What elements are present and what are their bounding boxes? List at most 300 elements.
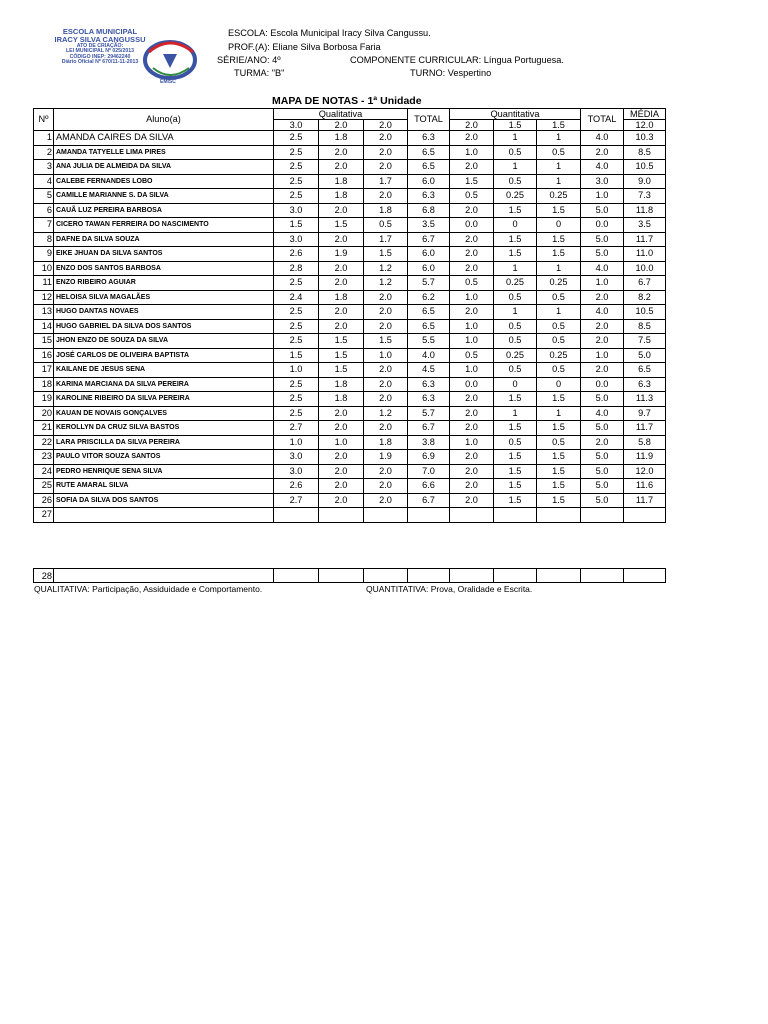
student-name: HUGO DANTAS NOVAES <box>54 305 274 320</box>
average-max: 12.0 <box>624 120 666 131</box>
quant-grade-1: 2.0 <box>450 450 494 465</box>
row-number: 13 <box>34 305 54 320</box>
qual-grade-1: 2.5 <box>274 145 319 160</box>
row-number: 19 <box>34 392 54 407</box>
student-name: LARA PRISCILLA DA SILVA PEREIRA <box>54 435 274 450</box>
final-average: 11.6 <box>624 479 666 494</box>
col-student-header: Aluno(a) <box>54 109 274 131</box>
row-number: 23 <box>34 450 54 465</box>
qual-total: 6.7 <box>408 421 450 436</box>
quant-grade-3: 1.5 <box>537 247 581 262</box>
extra-body <box>34 569 666 583</box>
final-average: 5.8 <box>624 435 666 450</box>
table-row <box>34 392 666 407</box>
qual-total: 6.6 <box>408 479 450 494</box>
table-row <box>34 450 666 465</box>
table-row <box>34 203 666 218</box>
quant-grade-2: 1.5 <box>494 479 537 494</box>
student-name: CALEBE FERNANDES LOBO <box>54 174 274 189</box>
table-row <box>34 174 666 189</box>
quant-grade-1: 2.0 <box>450 131 494 146</box>
quant-grade-2: 1.5 <box>494 450 537 465</box>
quant-grade-3: 1.5 <box>537 493 581 508</box>
quant-grade-3: 1 <box>537 406 581 421</box>
final-average: 11.7 <box>624 421 666 436</box>
qual-grade-2: 2.0 <box>319 160 364 175</box>
quant-total: 4.0 <box>581 305 624 320</box>
col-qualitative-header: Qualitativa <box>274 109 408 120</box>
quant-grade-1: 0.5 <box>450 189 494 204</box>
qual-grade-1: 1.0 <box>274 435 319 450</box>
quant-grade-3: 0 <box>537 377 581 392</box>
qual-total: 6.5 <box>408 319 450 334</box>
qual-grade-1: 2.6 <box>274 247 319 262</box>
quant-total: 5.0 <box>581 232 624 247</box>
quant-grade-3: 1 <box>537 174 581 189</box>
qual-total: 3.8 <box>408 435 450 450</box>
table-row <box>34 363 666 378</box>
table-row <box>34 218 666 233</box>
table-row <box>34 189 666 204</box>
student-name: KAROLINE RIBEIRO DA SILVA PEREIRA <box>54 392 274 407</box>
row-number: 24 <box>34 464 54 479</box>
quant-grade-3: 1 <box>537 261 581 276</box>
row-number: 17 <box>34 363 54 378</box>
quant-grade-3: 1.5 <box>537 203 581 218</box>
qual-grade-3: 2.0 <box>364 464 408 479</box>
student-name: PEDRO HENRIQUE SENA SILVA <box>54 464 274 479</box>
qual-grade-2: 1.8 <box>319 174 364 189</box>
quant-grade-3: 1.5 <box>537 479 581 494</box>
qual-grade-3: 2.0 <box>364 145 408 160</box>
quant-grade-2: 1 <box>494 131 537 146</box>
qual-total: 6.3 <box>408 131 450 146</box>
quant-total: 1.0 <box>581 348 624 363</box>
qual-total <box>408 508 450 523</box>
student-name: KARINA MARCIANA DA SILVA PEREIRA <box>54 377 274 392</box>
qual-total: 6.7 <box>408 232 450 247</box>
class-field: TURMA: "B" <box>234 68 285 78</box>
logo-school-line1: ESCOLA MUNICIPAL <box>62 27 138 36</box>
row-number: 4 <box>34 174 54 189</box>
qual-grade-1: 2.8 <box>274 261 319 276</box>
quant-grade-3: 0.5 <box>537 334 581 349</box>
qual-total: 6.8 <box>408 203 450 218</box>
quant-total: 5.0 <box>581 479 624 494</box>
quant-grade-1: 1.0 <box>450 363 494 378</box>
table-row <box>34 334 666 349</box>
qual-total: 6.2 <box>408 290 450 305</box>
student-name <box>54 508 274 523</box>
quant-total: 1.0 <box>581 276 624 291</box>
qual-grade-3: 2.0 <box>364 305 408 320</box>
row-number: 28 <box>34 569 54 583</box>
row-number: 15 <box>34 334 54 349</box>
qual-total: 6.0 <box>408 247 450 262</box>
quant-max-3: 1.5 <box>537 120 581 131</box>
teacher-field: PROF.(A): Eliane Silva Borbosa Faria <box>228 42 381 52</box>
qual-total: 6.5 <box>408 160 450 175</box>
qual-grade-3: 1.7 <box>364 174 408 189</box>
quant-grade-1: 0.5 <box>450 276 494 291</box>
qual-total: 6.0 <box>408 261 450 276</box>
qual-grade-1: 2.5 <box>274 174 319 189</box>
quant-grade-3: 1.5 <box>537 232 581 247</box>
qual-grade-2: 1.5 <box>319 363 364 378</box>
qual-total <box>408 569 450 583</box>
logo-law: LEI MUNICIPAL Nº 025/2013 <box>65 48 134 55</box>
qual-grade-3: 2.0 <box>364 290 408 305</box>
qual-grade-2: 2.0 <box>319 319 364 334</box>
row-number: 25 <box>34 479 54 494</box>
quant-grade-2: 1.5 <box>494 232 537 247</box>
student-name: DAFNE DA SILVA SOUZA <box>54 232 274 247</box>
grades-table <box>33 108 666 523</box>
quant-max-1: 2.0 <box>450 120 494 131</box>
student-name: JOSÉ CARLOS DE OLIVEIRA BAPTISTA <box>54 348 274 363</box>
qual-grade-3: 1.8 <box>364 203 408 218</box>
qual-grade-1: 2.5 <box>274 305 319 320</box>
quant-grade-2: 0 <box>494 377 537 392</box>
quant-grade-2: 1 <box>494 261 537 276</box>
row-number: 11 <box>34 276 54 291</box>
shift-field: TURNO: Vespertino <box>410 68 492 78</box>
qual-grade-3: 1.8 <box>364 435 408 450</box>
quant-grade-2: 0.5 <box>494 435 537 450</box>
qual-total: 6.9 <box>408 450 450 465</box>
qual-grade-1: 1.0 <box>274 363 319 378</box>
quant-total: 0.0 <box>581 377 624 392</box>
qual-grade-3: 1.0 <box>364 348 408 363</box>
table-row <box>34 569 666 583</box>
qual-grade-1: 2.5 <box>274 319 319 334</box>
quant-grade-3: 1.5 <box>537 464 581 479</box>
row-number: 18 <box>34 377 54 392</box>
subject-field: COMPONENTE CURRICULAR: Língua Portuguesa. <box>350 55 564 65</box>
qual-grade-2: 2.0 <box>319 450 364 465</box>
qual-grade-2: 1.9 <box>319 247 364 262</box>
table-title: MAPA DE NOTAS - 1ª Unidade <box>272 95 422 107</box>
qual-grade-3: 1.7 <box>364 232 408 247</box>
extra-row-table <box>33 568 666 583</box>
quant-grade-3: 1 <box>537 305 581 320</box>
qual-grade-2: 1.5 <box>319 348 364 363</box>
final-average: 7.3 <box>624 189 666 204</box>
final-average: 11.7 <box>624 493 666 508</box>
qual-grade-1: 2.5 <box>274 189 319 204</box>
student-name: KAILANE DE JESUS SENA <box>54 363 274 378</box>
final-average: 11.3 <box>624 392 666 407</box>
quant-grade-2: 1.5 <box>494 203 537 218</box>
quant-grade-1: 2.0 <box>450 392 494 407</box>
student-name: ENZO DOS SANTOS BARBOSA <box>54 261 274 276</box>
table-row <box>34 508 666 523</box>
qual-grade-3 <box>364 508 408 523</box>
quant-grade-1: 2.0 <box>450 479 494 494</box>
qual-grade-1: 2.5 <box>274 406 319 421</box>
qual-grade-2: 2.0 <box>319 464 364 479</box>
qual-grade-2: 1.0 <box>319 435 364 450</box>
qual-grade-1: 2.6 <box>274 479 319 494</box>
quant-grade-3 <box>537 569 581 583</box>
qual-grade-2: 2.0 <box>319 406 364 421</box>
logo-school-line2: IRACY SILVA CANGUSSU <box>54 34 146 44</box>
quant-grade-2 <box>494 569 537 583</box>
quant-total: 2.0 <box>581 290 624 305</box>
student-name: CAUÃ LUZ PEREIRA BARBOSA <box>54 203 274 218</box>
qual-grade-3: 2.0 <box>364 421 408 436</box>
qual-grade-3: 1.9 <box>364 450 408 465</box>
quant-grade-3: 0 <box>537 218 581 233</box>
quant-grade-2: 1.5 <box>494 392 537 407</box>
table-row <box>34 232 666 247</box>
qual-grade-2: 2.0 <box>319 276 364 291</box>
quant-grade-1: 2.0 <box>450 160 494 175</box>
quant-total: 2.0 <box>581 145 624 160</box>
qual-total: 6.3 <box>408 392 450 407</box>
table-row <box>34 160 666 175</box>
qual-total: 6.5 <box>408 305 450 320</box>
student-name <box>54 569 274 583</box>
qual-grade-3: 1.5 <box>364 247 408 262</box>
table-row <box>34 290 666 305</box>
student-name: CAMILLE MARIANNE S. DA SILVA <box>54 189 274 204</box>
qual-grade-1: 2.5 <box>274 160 319 175</box>
student-name: SOFIA DA SILVA DOS SANTOS <box>54 493 274 508</box>
qual-grade-3 <box>364 569 408 583</box>
qual-total: 3.5 <box>408 218 450 233</box>
final-average: 5.0 <box>624 348 666 363</box>
qualitative-legend: QUALITATIVA: Participação, Assiduidade e Comportamento. <box>34 584 263 594</box>
student-name: AMANDA TATYELLE LIMA PIRES <box>54 145 274 160</box>
quant-grade-3: 1.5 <box>537 392 581 407</box>
qual-grade-1: 1.5 <box>274 348 319 363</box>
quant-grade-2: 1.5 <box>494 421 537 436</box>
qual-total: 6.0 <box>408 174 450 189</box>
table-row <box>34 479 666 494</box>
student-name: KEROLLYN DA CRUZ SILVA BASTOS <box>54 421 274 436</box>
table-row <box>34 305 666 320</box>
qual-grade-2: 2.0 <box>319 261 364 276</box>
student-name: HUGO GABRIEL DA SILVA DOS SANTOS <box>54 319 274 334</box>
qual-grade-2: 2.0 <box>319 145 364 160</box>
student-name: CICERO TAWAN FERREIRA DO NASCIMENTO <box>54 218 274 233</box>
row-number: 22 <box>34 435 54 450</box>
col-number-header: Nº <box>34 109 54 131</box>
table-row <box>34 493 666 508</box>
table-row <box>34 406 666 421</box>
qual-total: 4.5 <box>408 363 450 378</box>
quant-grade-1: 1.0 <box>450 435 494 450</box>
qual-total: 4.0 <box>408 348 450 363</box>
quant-total: 3.0 <box>581 174 624 189</box>
row-number: 21 <box>34 421 54 436</box>
final-average: 11.8 <box>624 203 666 218</box>
quant-total: 0.0 <box>581 218 624 233</box>
quant-grade-3: 1.5 <box>537 421 581 436</box>
student-name: KAUAN DE NOVAIS GONÇALVES <box>54 406 274 421</box>
qual-grade-1: 2.5 <box>274 131 319 146</box>
quant-grade-2: 1.5 <box>494 493 537 508</box>
row-number: 27 <box>34 508 54 523</box>
final-average: 6.7 <box>624 276 666 291</box>
qual-total: 5.7 <box>408 276 450 291</box>
quant-total: 4.0 <box>581 261 624 276</box>
quant-grade-2: 1 <box>494 160 537 175</box>
header-row-1 <box>34 109 666 120</box>
table-row <box>34 247 666 262</box>
final-average: 7.5 <box>624 334 666 349</box>
final-average: 11.0 <box>624 247 666 262</box>
qual-max-2: 2.0 <box>319 120 364 131</box>
quant-grade-1: 2.0 <box>450 406 494 421</box>
row-number: 2 <box>34 145 54 160</box>
qual-grade-1 <box>274 508 319 523</box>
table-row <box>34 261 666 276</box>
student-name: HELOISA SILVA MAGALÃES <box>54 290 274 305</box>
final-average: 10.5 <box>624 160 666 175</box>
quant-grade-3: 0.5 <box>537 145 581 160</box>
logo-gazette: Diário Oficial Nº 670/11-11-2013 <box>61 59 139 66</box>
row-number: 1 <box>34 131 54 146</box>
quant-grade-2: 1 <box>494 406 537 421</box>
row-number: 10 <box>34 261 54 276</box>
table-row <box>34 464 666 479</box>
final-average: 3.5 <box>624 218 666 233</box>
col-average-header: MÉDIA <box>624 109 666 120</box>
quant-grade-1 <box>450 508 494 523</box>
quant-total: 2.0 <box>581 363 624 378</box>
quant-grade-1: 0.5 <box>450 348 494 363</box>
student-name: ENZO RIBEIRO AGUIAR <box>54 276 274 291</box>
table-row <box>34 145 666 160</box>
qual-grade-3: 1.2 <box>364 276 408 291</box>
quant-grade-1: 2.0 <box>450 493 494 508</box>
qual-grade-2: 2.0 <box>319 493 364 508</box>
qual-grade-3: 1.2 <box>364 406 408 421</box>
row-number: 3 <box>34 160 54 175</box>
row-number: 14 <box>34 319 54 334</box>
row-number: 9 <box>34 247 54 262</box>
final-average: 10.3 <box>624 131 666 146</box>
student-name: RUTE AMARAL SILVA <box>54 479 274 494</box>
quant-total: 4.0 <box>581 406 624 421</box>
qual-max-3: 2.0 <box>364 120 408 131</box>
qual-grade-2: 1.8 <box>319 131 364 146</box>
table-row <box>34 131 666 146</box>
quant-grade-3: 1 <box>537 160 581 175</box>
grades-body <box>34 131 666 523</box>
quant-total: 1.0 <box>581 189 624 204</box>
table-row <box>34 319 666 334</box>
qual-grade-2: 1.8 <box>319 392 364 407</box>
quant-grade-3: 0.25 <box>537 348 581 363</box>
qual-grade-1: 3.0 <box>274 203 319 218</box>
qual-grade-2: 2.0 <box>319 479 364 494</box>
qual-grade-1: 2.5 <box>274 392 319 407</box>
quant-grade-1: 2.0 <box>450 305 494 320</box>
qual-grade-3: 2.0 <box>364 131 408 146</box>
qual-total: 6.5 <box>408 145 450 160</box>
row-number: 26 <box>34 493 54 508</box>
student-name: AMANDA CAIRES DA SILVA <box>54 131 274 146</box>
quant-grade-2: 0.25 <box>494 189 537 204</box>
quant-total: 4.0 <box>581 160 624 175</box>
quant-grade-1: 1.5 <box>450 174 494 189</box>
qual-grade-2: 2.0 <box>319 421 364 436</box>
qual-grade-2: 2.0 <box>319 232 364 247</box>
qual-grade-3: 2.0 <box>364 479 408 494</box>
student-name: EIKE JHUAN DA SILVA SANTOS <box>54 247 274 262</box>
quant-grade-3: 0.5 <box>537 319 581 334</box>
quant-total: 2.0 <box>581 334 624 349</box>
row-number: 6 <box>34 203 54 218</box>
qual-grade-1: 2.5 <box>274 276 319 291</box>
table-row <box>34 421 666 436</box>
quant-grade-3: 1 <box>537 131 581 146</box>
qual-grade-2: 1.8 <box>319 290 364 305</box>
qual-grade-1: 3.0 <box>274 450 319 465</box>
qual-grade-1: 2.7 <box>274 493 319 508</box>
quant-grade-3: 0.5 <box>537 290 581 305</box>
row-number: 20 <box>34 406 54 421</box>
quant-grade-1: 2.0 <box>450 261 494 276</box>
final-average: 9.0 <box>624 174 666 189</box>
row-number: 5 <box>34 189 54 204</box>
final-average: 9.7 <box>624 406 666 421</box>
qual-grade-1: 2.7 <box>274 421 319 436</box>
final-average: 8.5 <box>624 319 666 334</box>
quant-grade-2: 0 <box>494 218 537 233</box>
final-average <box>624 508 666 523</box>
row-number: 12 <box>34 290 54 305</box>
quant-total: 2.0 <box>581 319 624 334</box>
qual-grade-3: 2.0 <box>364 189 408 204</box>
quant-total: 4.0 <box>581 131 624 146</box>
col-qual-total-header: TOTAL <box>408 109 450 131</box>
qual-total: 5.7 <box>408 406 450 421</box>
logo-inep: CÓDIGO INEP: 29462240 <box>69 53 131 60</box>
final-average <box>624 569 666 583</box>
table-row <box>34 435 666 450</box>
qual-grade-1: 1.5 <box>274 218 319 233</box>
quant-grade-2: 1.5 <box>494 464 537 479</box>
quant-grade-2: 0.25 <box>494 348 537 363</box>
quant-total <box>581 569 624 583</box>
qual-grade-3: 2.0 <box>364 392 408 407</box>
final-average: 10.5 <box>624 305 666 320</box>
qual-total: 6.3 <box>408 377 450 392</box>
quant-grade-3: 0.25 <box>537 276 581 291</box>
qual-grade-2: 1.5 <box>319 334 364 349</box>
qual-grade-1: 2.4 <box>274 290 319 305</box>
row-number: 16 <box>34 348 54 363</box>
qual-grade-3: 2.0 <box>364 363 408 378</box>
quant-grade-1: 1.0 <box>450 334 494 349</box>
qual-total: 5.5 <box>408 334 450 349</box>
quant-max-2: 1.5 <box>494 120 537 131</box>
quant-grade-2 <box>494 508 537 523</box>
qual-grade-3: 2.0 <box>364 319 408 334</box>
quant-grade-3: 0.5 <box>537 435 581 450</box>
final-average: 6.5 <box>624 363 666 378</box>
qual-total: 7.0 <box>408 464 450 479</box>
quant-grade-3 <box>537 508 581 523</box>
qual-grade-1 <box>274 569 319 583</box>
qual-grade-2: 2.0 <box>319 203 364 218</box>
quant-total: 5.0 <box>581 247 624 262</box>
quant-total: 5.0 <box>581 203 624 218</box>
